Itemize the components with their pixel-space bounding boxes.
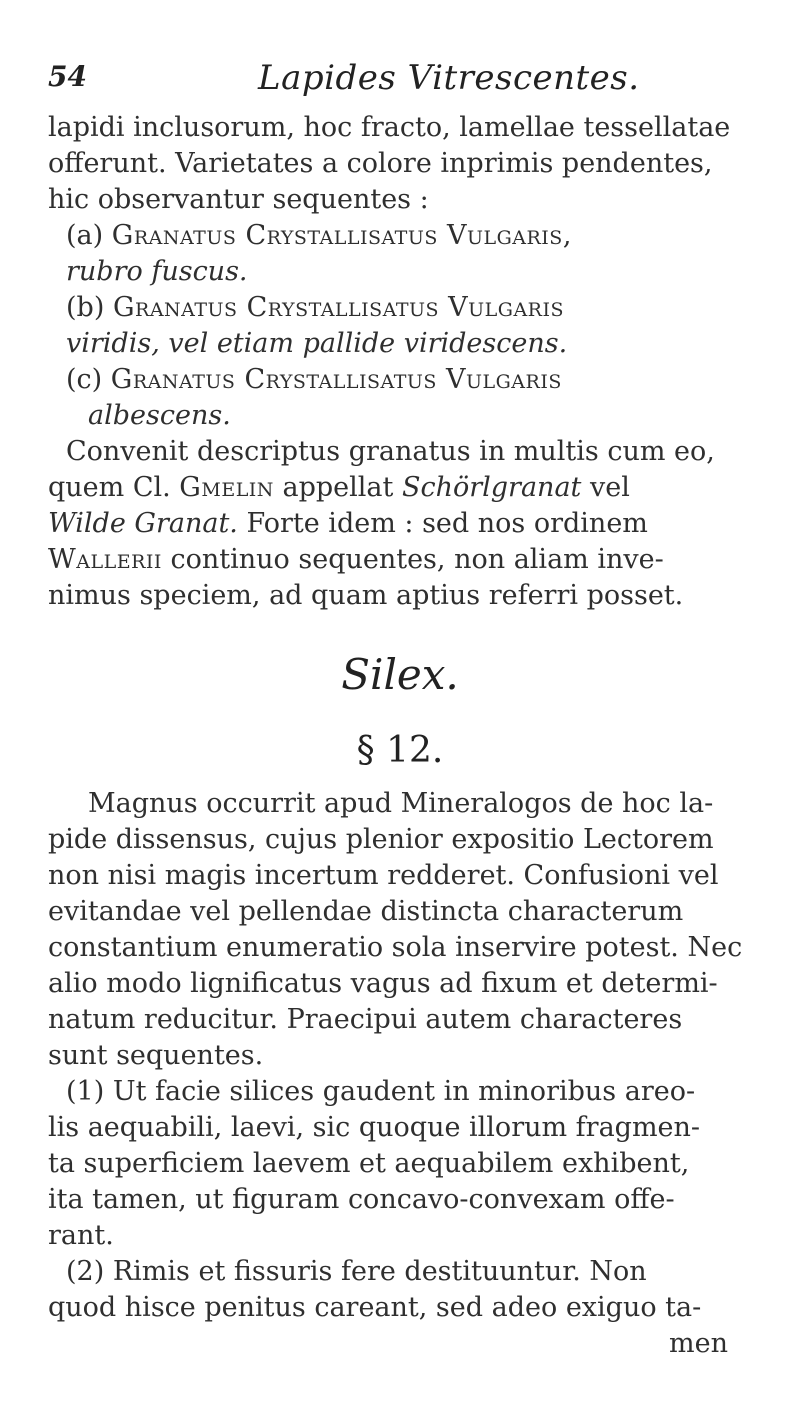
section-title: Silex. — [341, 650, 459, 699]
text-span: appellat — [273, 472, 402, 503]
term-italic: Wilde Granat. — [48, 508, 238, 539]
text-span: Forte idem : sed nos ordinem — [237, 508, 648, 539]
page-number: 54 — [48, 60, 87, 93]
text-line: (1) Ut facie silices gaudent in minoribus areo- — [66, 1076, 696, 1107]
text-line: lis aequabili, laevi, sic quoque illorum fragmen- — [48, 1112, 701, 1143]
item-marker: (b) — [66, 292, 105, 323]
variety-item-c — [48, 362, 768, 398]
text-span: vel — [581, 472, 630, 503]
text-line: Convenit descriptus granatus in multis cum eo, — [66, 436, 715, 467]
text-block-bottom — [48, 786, 768, 1362]
variety-description: albescens. — [88, 400, 231, 431]
text-line: ta superficiem laevem et aequabilem exhibent, — [48, 1148, 690, 1179]
variety-name: Granatus Crystallisatus Vulgaris — [112, 292, 565, 323]
text-line: non nisi magis incertum redderet. Confusioni vel — [48, 860, 719, 891]
text-line: rant. — [48, 1220, 114, 1251]
text-line: lapidi inclusorum, hoc fracto, lamellae tessellatae — [48, 112, 731, 143]
text-line: ita tamen, ut figuram concavo-convexam offe- — [48, 1184, 675, 1215]
text-line: pide dissensus, cujus plenior expositio Lectorem — [48, 824, 714, 855]
text-line — [48, 470, 768, 506]
text-span: continuo sequentes, non aliam inve- — [161, 544, 664, 575]
text-line — [48, 506, 768, 542]
section-number: § 12. — [356, 730, 444, 771]
text-line: constantium enumeratio sola inservire potest. Nec — [48, 932, 743, 963]
text-line: hic observantur sequentes : — [48, 184, 429, 215]
text-line: evitandae vel pellendae distincta characterum — [48, 896, 684, 927]
text-span: quem Cl. — [48, 472, 180, 503]
text-line: Magnus occurrit apud Mineralogos de hoc la- — [88, 788, 714, 819]
text-line: sunt sequentes. — [48, 1040, 264, 1071]
term-italic: Schörlgranat — [401, 472, 582, 503]
text-block-top — [48, 110, 768, 614]
variety-name: Granatus Crystallisatus Vulgaris — [110, 364, 562, 395]
item-marker: (c) — [66, 364, 103, 395]
variety-name: Granatus Crystallisatus Vulgaris, — [111, 220, 572, 251]
text-line: offerunt. Varietates a colore inprimis pendentes, — [48, 148, 713, 179]
variety-description: rubro fuscus. — [66, 256, 248, 287]
text-line — [48, 542, 768, 578]
text-line: quod hisce penitus careant, sed adeo exiguo ta- — [48, 1292, 702, 1323]
variety-description: viridis, vel etiam pallide viridescens. — [66, 328, 568, 359]
text-line: natum reducitur. Praecipui autem characteres — [48, 1004, 683, 1035]
variety-item-a — [48, 218, 768, 254]
text-line: alio modo lignificatus vagus ad fixum et determi- — [48, 968, 718, 999]
variety-item-b — [48, 290, 768, 326]
item-marker: (a) — [66, 220, 104, 251]
running-head: Lapides Vitrescentes. — [258, 58, 640, 98]
text-line: (2) Rimis et fissuris fere destituuntur. Non — [66, 1256, 647, 1287]
author-name: Gmelin — [179, 472, 274, 503]
author-name: Wallerii — [48, 544, 162, 575]
text-line: nimus speciem, ad quam aptius referri posset. — [48, 580, 684, 611]
catchword: men — [669, 1328, 728, 1359]
page-header — [48, 52, 748, 102]
